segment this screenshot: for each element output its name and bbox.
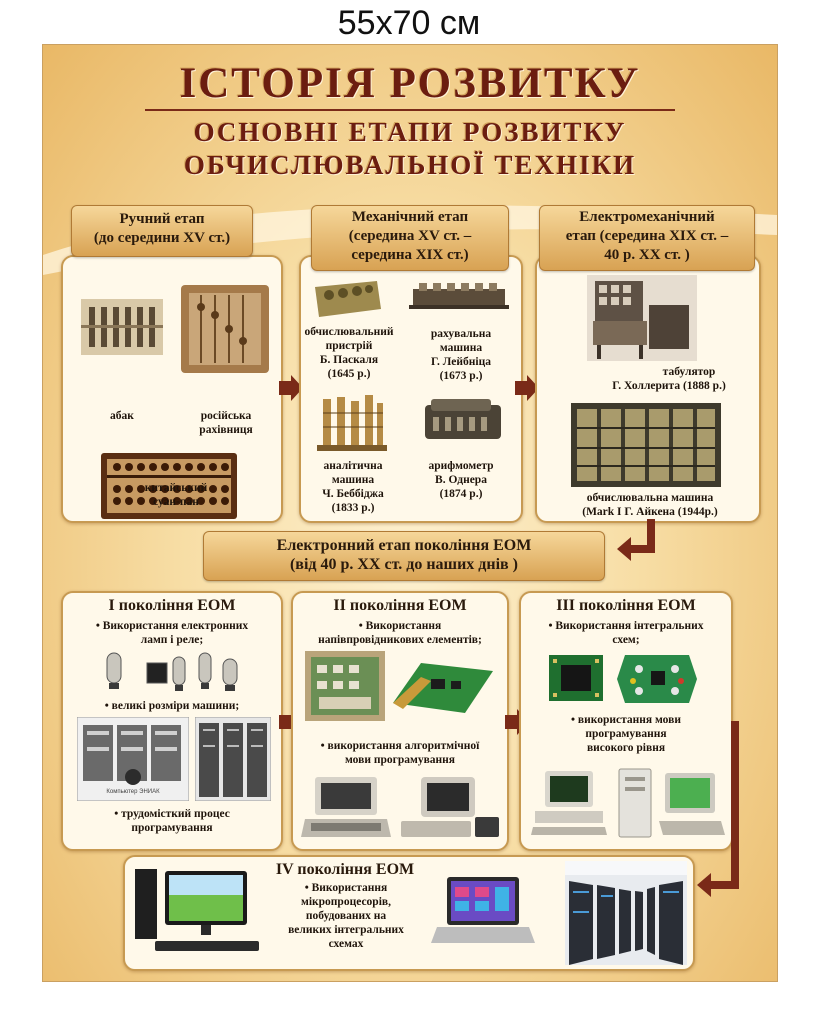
generation-two-bullet-semiconductors: • Використання напівпровідникових елементів; [318,620,482,646]
eniac-photo-caption: Компьютер ЭНИАК [106,789,160,795]
generation-two-header: II покоління ЕОМ [333,597,467,614]
generation-two-bullet-algorithmic: • використання алгоритмічної мови програмування [320,740,480,766]
integrated-circuit-icon [549,655,603,701]
pascaline-icon [309,277,383,319]
generation-three-bullet-hll: • використання мови програмування високого рівня [571,714,681,754]
generation-three-bullet-ics: • Використання інтегральних схем; [548,620,704,646]
generation-four-header: IV покоління ЕОМ [275,861,415,878]
generation-four-box [123,855,695,971]
russian-abacus-icon [181,285,269,373]
generation-one-bullet-lamps: • Використання електронних ламп і реле; [95,620,249,646]
arrow-bent-icon [691,721,751,921]
generation-one-bullet-programming: • трудомісткий процес програмування [114,808,230,834]
leibniz-caption: рахувальна машина Г. Лейбніца (1673 р.) [430,328,492,382]
leibniz-machine-icon [409,277,509,313]
poster-subtitle-line1: ОСНОВНІ ЕТАПИ РОЗВИТКУ [193,117,627,147]
manual-stage-header: Ручний етап (до середини XV ст.) [71,205,253,257]
desktop-computer-icon [531,771,607,837]
suanpan-caption: китайський суан-пан [144,482,208,508]
portable-computer-icon [301,775,391,841]
generation-four-bullet-microprocessors: • Використання мікропроцесорів, побудованих на великих інтегральних схемах [288,882,404,950]
generation-one-box [61,591,283,851]
poster-title: ІСТОРІЯ РОЗВИТКУ [179,60,641,107]
retro-computer-icon [401,775,499,841]
generation-three-header: III покоління ЕОМ [556,597,696,614]
abacus-icon [81,299,163,355]
generation-one-bullet-size: • великі розміри машини; [104,700,240,712]
poster-size-label: 55x70 см [337,4,481,42]
title-divider [145,109,675,111]
generation-two-box [291,591,509,851]
pcb-module-icon [391,657,495,717]
electromechanical-stage-header: Електромеханічний етап (середина XIX ст. – 40 р. XX ст. ) [539,205,755,271]
mark-one-computer-icon [571,403,721,487]
odhner-caption: арифмометр В. Однера (1874 р.) [428,460,494,500]
server-room-photo [565,861,687,965]
abacus-caption: абак [110,410,134,422]
arithmometer-icon [421,395,505,445]
russian-abacus-caption: російська рахівниця [199,410,253,436]
babbage-caption: аналітична машина Ч. Беббіджа (1833 р.) [322,460,384,514]
mark-one-caption: обчислювальна машина (Mark I Г. Айкена (1944р.) [582,492,718,518]
generation-one-header: I покоління ЕОМ [108,597,236,614]
relay-cabinet-photo [195,717,271,801]
babbage-engine-icon [315,393,389,453]
poster [42,44,778,982]
tabulator-caption: табулятор Г. Холлерита (1888 р.) [612,366,726,392]
tower-computer-icon [617,767,653,839]
vacuum-tubes-icon [103,649,253,695]
circuit-board-icon [305,651,385,721]
pascal-caption: обчислювальний пристрій Б. Паскаля (1645 р.) [304,326,394,380]
circuit-board-icon [615,651,699,707]
electronic-stage-header: Електронний етап покоління ЕОМ (від 40 р. XX ст. до наших днів ) [203,531,605,581]
mechanical-stage-header: Механічний етап (середина XV ст. – середина XIX ст.) [311,205,509,271]
arrow-bent-icon [613,519,663,575]
laptop-icon [431,875,535,951]
poster-subtitle-line2: ОБЧИСЛЮВАЛЬНОЇ ТЕХНІКИ [183,150,637,180]
tabulator-icon [587,275,697,361]
desktop-monitor-icon [135,865,267,957]
